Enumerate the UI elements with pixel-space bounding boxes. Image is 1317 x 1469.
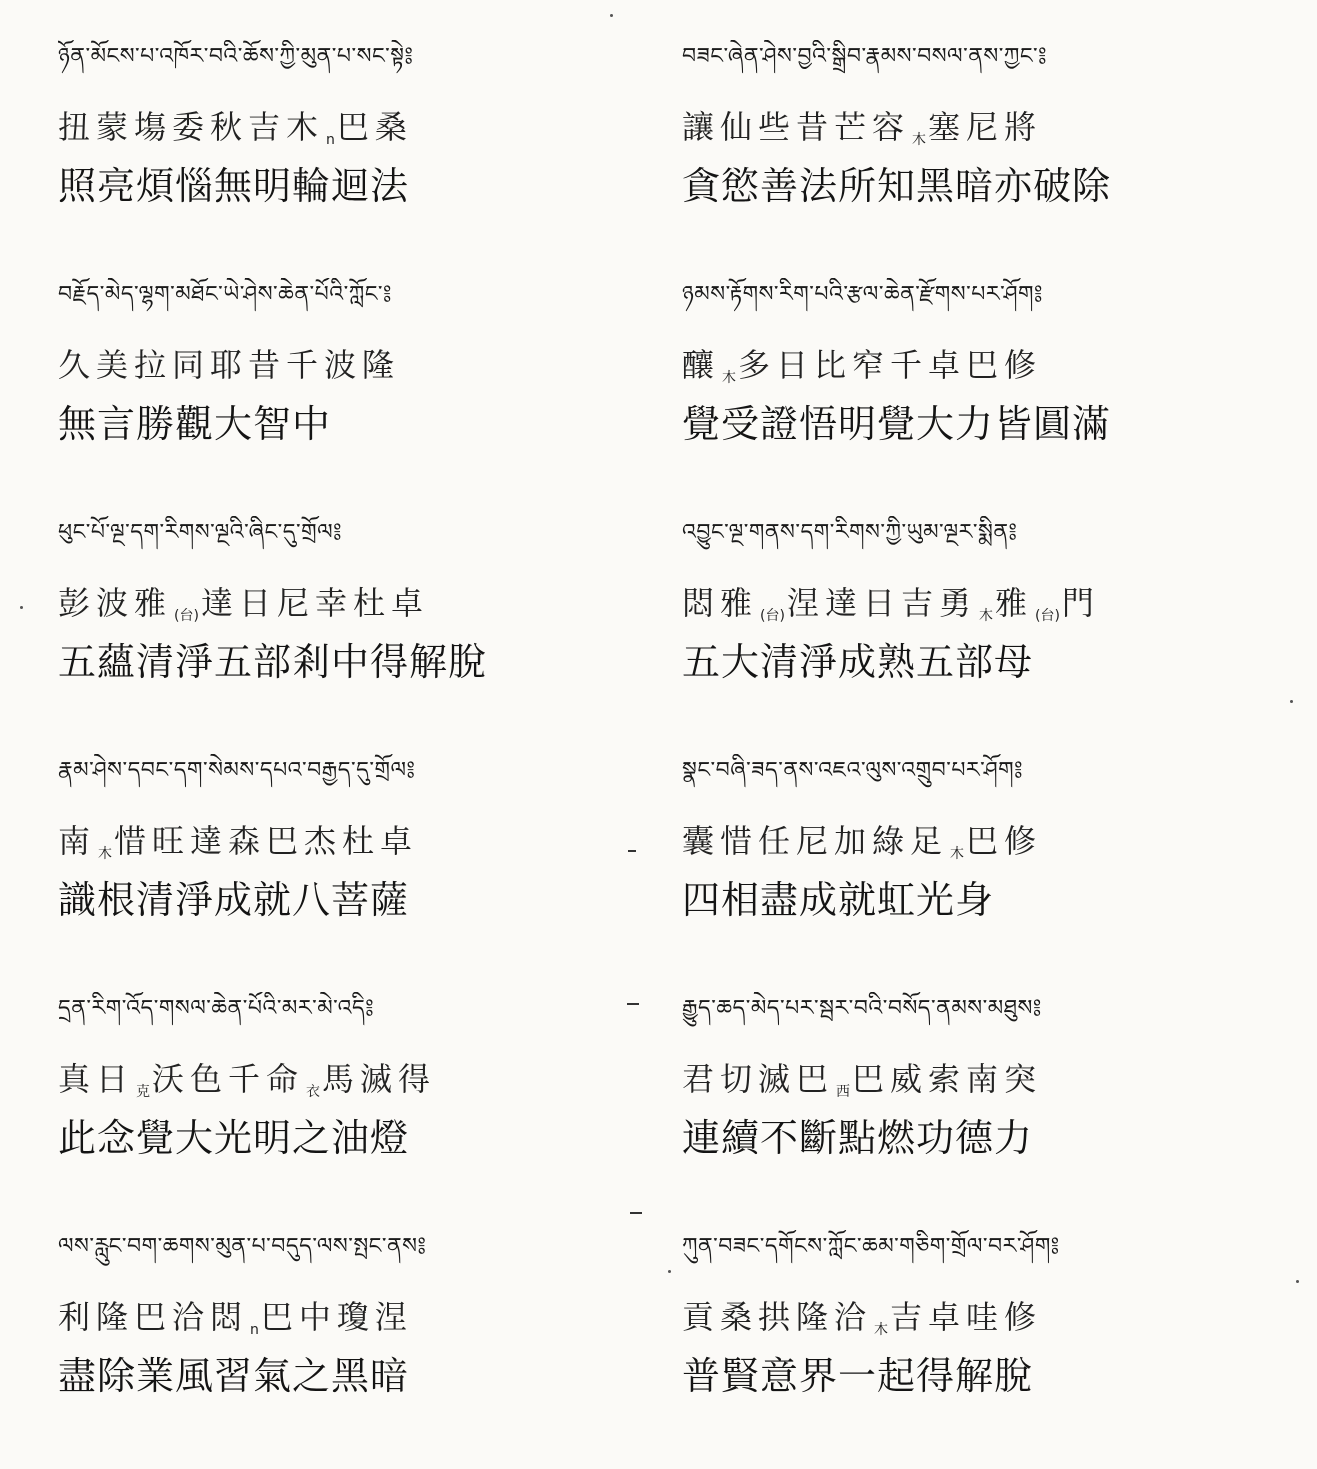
translation-line: 五大清淨成熟五部母 [682,640,1034,684]
translation-line: 四相盡成就虹光身 [682,878,995,922]
tibetan-line: བཟང་ཞེན་ཤེས་བྱའི་སྒྲིབ་རྣམས་བསལ་ནས་ཀྱང་༔ [682,44,1048,69]
verse [58,992,678,1230]
tibetan-line: ཉོན་མོངས་པ་འཁོར་བའི་ཆོས་ཀྱི་མུན་པ་སང་སྟེ༔ [58,44,414,69]
tibetan-line: ཉམས་རྟོགས་རིག་པའི་རྩལ་ཆེན་རྫོགས་པར་ཤོག༔ [682,282,1043,307]
right-column [682,40,1302,1468]
tibetan-line: བརྗོད་མེད་ལྷག་མཐོང་ཡེ་ཤེས་ཆེན་པོའི་ཀློང་༔ [58,282,392,307]
verse [682,754,1302,992]
verse [58,516,678,754]
phonetic-line: 釀 $_木$多日比窄千卓巴修 [682,346,1043,386]
tibetan-line: སྣང་བཞི་ཟད་ནས་འཇའ་ལུས་འགྲུབ་པར་ཤོག༔ [682,758,1023,783]
scan-speck [610,14,613,17]
tibetan-line: འབྱུང་ལྔ་གནས་དག་རིགས་ཀྱི་ཡུམ་ལྔར་སྨིན༔ [682,520,1018,545]
phonetic-line: 悶雅 $_{(台)}$涅達日吉勇 $_木$雅 $_{(台)}$門 [682,584,1100,624]
tibetan-line: རྣམ་ཤེས་དབང་དག་སེམས་དཔའ་བརྒྱད་དུ་གྲོལ༔ [58,758,416,783]
phonetic-line: 囊惜任尼加綠足 $_木$巴修 [682,822,1043,862]
translation-line: 連續不斷點燃功德力 [682,1116,1034,1160]
verse [58,754,678,992]
scan-speck [1290,700,1293,703]
translation-line: 此念覺大光明之油燈 [58,1116,410,1160]
phonetic-line: 利隆巴洽悶 $_n$巴中瓊涅 [58,1298,413,1338]
translation-line: 五蘊清淨五部剎中得解脫 [58,640,488,684]
scan-mark [627,1003,639,1005]
phonetic-line: 彭波雅 $_{(台)}$達日尼幸杜卓 [58,584,429,624]
tibetan-line: དྲན་རིག་འོད་གསལ་ཆེན་པོའི་མར་མེ་འདི༔ [58,996,375,1021]
translation-line: 照亮煩惱無明輪迴法 [58,164,410,208]
phonetic-line: 君切滅巴 $_西$巴威索南突 [682,1060,1043,1100]
translation-line: 覺受證悟明覺大力皆圓滿 [682,402,1112,446]
phonetic-line: 讓仙些昔芒容 $_木$塞尼將 [682,108,1043,148]
scan-speck [1296,1280,1299,1283]
tibetan-line: ཕུང་པོ་ལྔ་དག་རིགས་ལྔའི་ཞིང་དུ་གྲོལ༔ [58,520,343,545]
phonetic-line: 扭蒙塲委秋吉木 $_n$巴桑 [58,108,413,148]
phonetic-line: 貢桑拱隆洽 $_木$吉卓哇修 [682,1298,1043,1338]
translation-line: 無言勝觀大智中 [58,402,332,446]
verse [682,40,1302,278]
translation-line: 識根清淨成就八菩薩 [58,878,410,922]
tibetan-line: རྒྱུད་ཆད་མེད་པར་སྦར་བའི་བསོད་ནམས་མཐུས༔ [682,996,1042,1021]
translation-line: 普賢意界一起得解脫 [682,1354,1034,1398]
left-column [58,40,678,1468]
verse [58,1230,678,1468]
scan-speck [20,606,23,609]
phonetic-line: 南 $_木$惜旺達森巴杰杜卓 [58,822,419,862]
tibetan-line: ལས་རླུང་བག་ཆགས་མུན་པ་བདུད་ལས་སྤང་ནས༔ [58,1234,427,1259]
translation-line: 貪慾善法所知黑暗亦破除 [682,164,1112,208]
scan-mark [630,1212,642,1214]
tibetan-line: ཀུན་བཟང་དགོངས་ཀློང་ཆམ་གཅིག་གྲོལ་བར་ཤོག༔ [682,1234,1060,1259]
phonetic-line: 久美拉同耶昔千波隆 [58,346,401,384]
verse [682,516,1302,754]
verse [58,40,678,278]
verse [58,278,678,516]
phonetic-line: 真日 $_克$沃色千命 $_衣$馬滅得 [58,1060,437,1100]
verse [682,992,1302,1230]
verse [682,1230,1302,1468]
translation-line: 盡除業風習氣之黑暗 [58,1354,410,1398]
verse [682,278,1302,516]
scan-speck [668,1270,671,1273]
scan-mark [628,850,636,852]
